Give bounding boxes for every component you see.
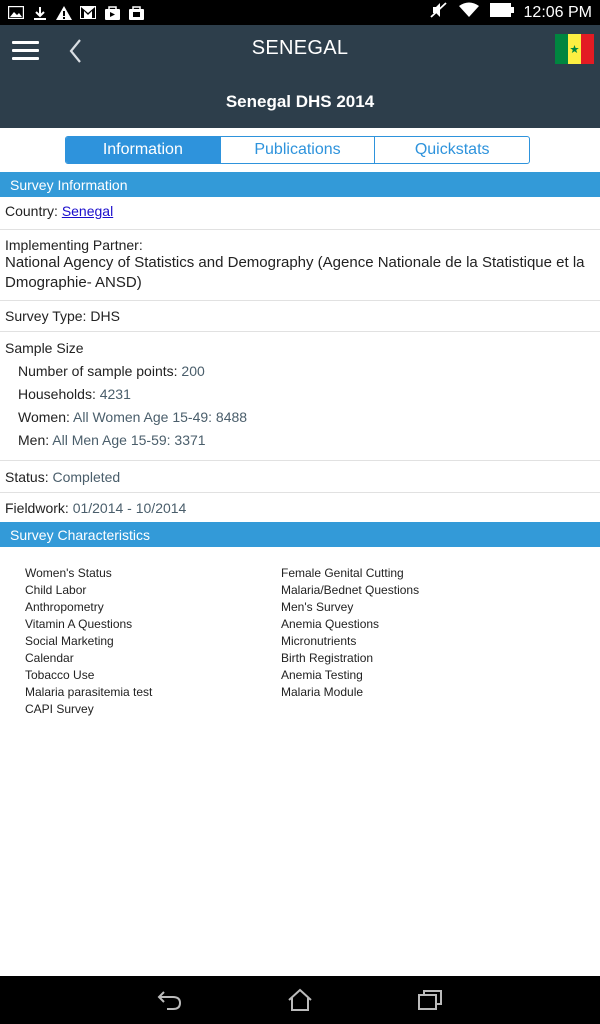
list-item: Anemia Testing (281, 668, 363, 682)
status-bar (0, 0, 600, 25)
households-item (5, 386, 595, 402)
gmail-icon (80, 6, 96, 20)
survey-characteristics-header: Survey Characteristics (0, 522, 600, 547)
notification-icons (8, 6, 144, 20)
survey-type-value: DHS (90, 308, 120, 324)
survey-information-header: Survey Information (0, 172, 600, 197)
sample-size-label: Sample Size (5, 340, 84, 356)
sample-points-label: Number of sample points: (18, 363, 178, 379)
households-label: Households: (18, 386, 96, 402)
country-row (0, 197, 600, 230)
partner-label: Implementing Partner: (5, 237, 143, 253)
list-item: Social Marketing (25, 634, 114, 648)
survey-info-list (0, 197, 600, 523)
bag-icon-2 (128, 6, 144, 20)
tab-quickstats[interactable]: Quickstats (414, 141, 490, 158)
partner-value: National Agency of Statistics and Demography (Agence Nationale de la Statistique et la Dmographie- ANSD) (5, 254, 585, 291)
list-item: Vitamin A Questions (25, 617, 133, 631)
fieldwork-row (0, 493, 600, 523)
women-item (5, 409, 595, 425)
list-item: Calendar (25, 651, 74, 665)
list-item: Men's Survey (281, 600, 354, 614)
survey-type-label: Survey Type: (5, 308, 87, 324)
tab-information[interactable]: Information (66, 137, 221, 163)
status-label: Status: (5, 469, 49, 485)
list-item: Anemia Questions (281, 617, 380, 631)
image-icon (8, 6, 24, 20)
sample-size-row (0, 332, 600, 461)
list-item: Tobacco Use (25, 668, 95, 682)
country-link[interactable]: Senegal (61, 203, 114, 219)
tab-bar (65, 136, 530, 164)
wifi-icon (458, 2, 480, 23)
men-item (5, 432, 595, 448)
senegal-flag-icon (555, 34, 594, 64)
mute-icon (430, 2, 448, 23)
system-icons (430, 2, 592, 23)
tab-publications[interactable]: Publications (221, 137, 376, 163)
characteristics-right-column (281, 565, 537, 718)
survey-type-row (0, 301, 600, 332)
app-header (0, 25, 600, 128)
status-time: 12:06 PM (523, 3, 592, 21)
fieldwork-value: 01/2014 - 10/2014 (72, 500, 187, 516)
list-item: Child Labor (25, 583, 87, 597)
navigation-bar (0, 976, 600, 1024)
back-nav-icon[interactable] (155, 985, 185, 1015)
sample-points-item (5, 363, 595, 379)
list-item: Women's Status (25, 566, 112, 580)
status-row (0, 461, 600, 493)
list-item: Birth Registration (281, 651, 374, 665)
list-item: Anthropometry (25, 600, 104, 614)
partner-row (0, 230, 600, 301)
list-item: Malaria parasitemia test (25, 685, 153, 699)
recent-apps-icon[interactable] (415, 985, 445, 1015)
page-title: SENEGAL (251, 37, 349, 59)
list-item: CAPI Survey (25, 702, 94, 716)
list-item: Malaria Module (281, 685, 364, 699)
sample-points-value: 200 (181, 363, 205, 379)
status-value: Completed (52, 469, 121, 485)
survey-title: Senegal DHS 2014 (225, 92, 375, 111)
list-item: Malaria/Bednet Questions (281, 583, 420, 597)
fieldwork-label: Fieldwork: (5, 500, 69, 516)
women-label: Women: (18, 409, 70, 425)
characteristics-left-column (25, 565, 281, 718)
bag-icon (104, 6, 120, 20)
men-label: Men: (18, 432, 50, 448)
men-value: All Men Age 15-59: 3371 (52, 432, 206, 448)
households-value: 4231 (99, 386, 131, 402)
warning-icon (56, 6, 72, 20)
battery-icon (490, 3, 514, 22)
list-item: Female Genital Cutting (281, 566, 404, 580)
characteristics-list (25, 565, 585, 718)
country-label: Country: (5, 203, 58, 219)
list-item: Micronutrients (281, 634, 357, 648)
download-icon (32, 6, 48, 20)
women-value: All Women Age 15-49: 8488 (73, 409, 248, 425)
home-nav-icon[interactable] (285, 985, 315, 1015)
